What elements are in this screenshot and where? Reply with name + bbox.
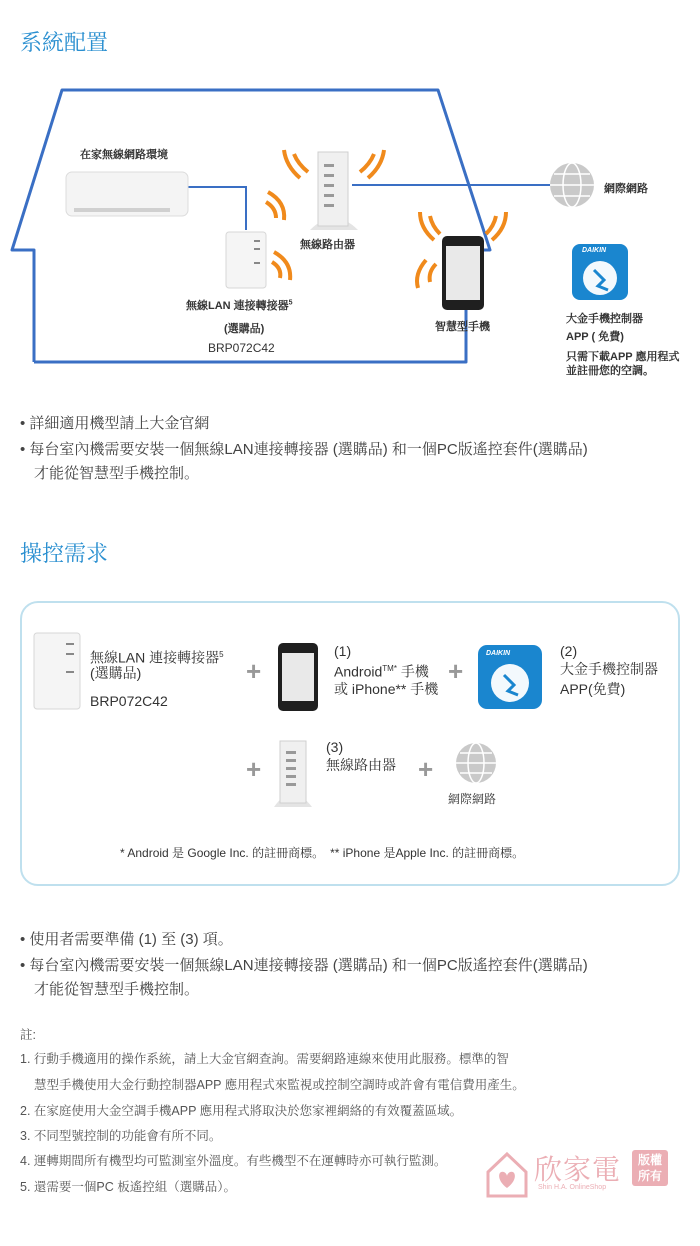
watermark-badge-line1: 版權 <box>637 1153 662 1167</box>
watermark <box>482 1144 692 1204</box>
item1-number: (1) <box>334 643 352 659</box>
item1-line2: 或 iPhone** 手機 <box>334 681 439 697</box>
item2-number: (2) <box>560 643 578 659</box>
item1-phone: 手機 <box>396 663 429 680</box>
plus-icon-4: + <box>418 754 434 784</box>
smartphone-icon <box>442 236 484 310</box>
home-network-label: 在家無線網路環境 <box>80 149 168 161</box>
note-1-cont: 慧型手機使用大金行動控制器APP 應用程式來監視或控制空調時或許會有電信費用產生。 <box>34 1078 525 1092</box>
watermark-sub: Shin H.A. OnlineShop <box>538 1184 607 1191</box>
req-internet-globe-icon <box>456 743 496 783</box>
internet-label: 網際網路 <box>604 183 648 195</box>
section1-bullet-2-cont: 才能從智慧型手機控制。 <box>34 465 200 482</box>
note-1: 1. 行動手機適用的操作系統，請上大金官網查詢。需要網路連線來使用此服務。標準的智 <box>20 1052 509 1066</box>
plus-icon-3: + <box>246 754 262 784</box>
req-adapter-optional-label: (選購品) <box>90 665 142 681</box>
req-router-icon <box>274 741 312 807</box>
req-internet-label: 網際網路 <box>448 792 497 806</box>
adapter-model-label: BRP072C42 <box>208 341 275 355</box>
air-conditioner-icon <box>66 172 188 216</box>
item3-line1: 無線路由器 <box>326 757 396 773</box>
section2-bullet-2-cont: 才能從智慧型手機控制。 <box>34 981 200 998</box>
item2-line2: APP(免費) <box>560 681 626 697</box>
note-2: 2. 在家庭使用大金空調手機APP 應用程式將取決於您家裡網絡的有效覆蓋區域。 <box>20 1104 463 1118</box>
adapter-optional-label: (選購品) <box>224 323 265 335</box>
section1-bullet-1: • 詳細適用機型請上大金官網 <box>20 415 210 432</box>
item2-line1: 大金手機控制器 <box>560 661 658 677</box>
watermark-name: 欣家電 <box>534 1154 622 1185</box>
adapter-label-text: 無線LAN 連接轉接器 <box>186 300 289 312</box>
watermark-badge-line2: 所有 <box>637 1169 662 1183</box>
item1-android: Android <box>334 663 383 680</box>
app-register-label: 並註冊您的空調。 <box>566 365 654 377</box>
adapter-footnote-mark: 5 <box>288 299 293 307</box>
note-5: 5. 還需要一個PC 板遙控組（選購品）。 <box>20 1180 236 1194</box>
router-label: 無線路由器 <box>300 239 355 251</box>
item1-tm: TM* <box>382 664 397 673</box>
notes-heading: 註: <box>20 1028 36 1042</box>
app-free-label: APP ( 免費) <box>566 331 624 343</box>
note-4: 4. 運轉期間所有機型均可監測室外溫度。有些機型不在運轉時亦可執行監測。 <box>20 1154 447 1168</box>
lan-adapter-icon <box>226 232 266 288</box>
note-3: 3. 不同型號控制的功能會有所不同。 <box>20 1129 222 1143</box>
req-adapter-icon <box>34 633 80 709</box>
app-brand-label: DAIKIN <box>582 247 607 254</box>
section-title-requirements: 操控需求 <box>20 541 109 566</box>
adapter-wifi-wave-icon <box>266 192 290 280</box>
plus-icon-1: + <box>246 656 262 686</box>
phone-label: 智慧型手機 <box>435 321 490 333</box>
req-adapter-label-text: 無線LAN 連接轉接器 <box>90 649 220 666</box>
internet-globe-icon <box>550 163 594 207</box>
item3-number: (3) <box>326 739 344 755</box>
watermark-house-icon <box>482 1148 532 1200</box>
router-icon <box>310 152 358 230</box>
req-smartphone-icon <box>278 643 318 711</box>
adapter-label <box>186 297 293 313</box>
watermark-badge <box>632 1150 668 1186</box>
req-app-brand-label: DAIKIN <box>486 650 511 657</box>
item1-line1 <box>334 660 429 681</box>
app-name-label: 大金手機控制器 <box>566 313 643 325</box>
section2-bullet-2: • 每台室內機需要安裝一個無線LAN連接轉接器 (選購品) 和一個PC版遙控套件(選購品) <box>20 957 588 974</box>
trademark-note: * Android 是 Google Inc. 的註冊商標。 ** iPhone 是Apple Inc. 的註冊商標。 <box>120 846 525 860</box>
req-adapter-footnote-mark: 5 <box>219 650 224 659</box>
ac-adapter-line <box>186 187 246 230</box>
section1-bullet-2: • 每台室內機需要安裝一個無線LAN連接轉接器 (選購品) 和一個PC版遙控套件(選購品) <box>20 441 588 458</box>
section2-bullet-1: • 使用者需要準備 (1) 至 (3) 項。 <box>20 931 233 948</box>
req-adapter-model-label: BRP072C42 <box>90 693 168 709</box>
plus-icon-2: + <box>448 656 464 686</box>
section-title-system: 系統配置 <box>20 30 109 55</box>
app-download-label: 只需下載APP 應用程式 <box>566 351 680 363</box>
